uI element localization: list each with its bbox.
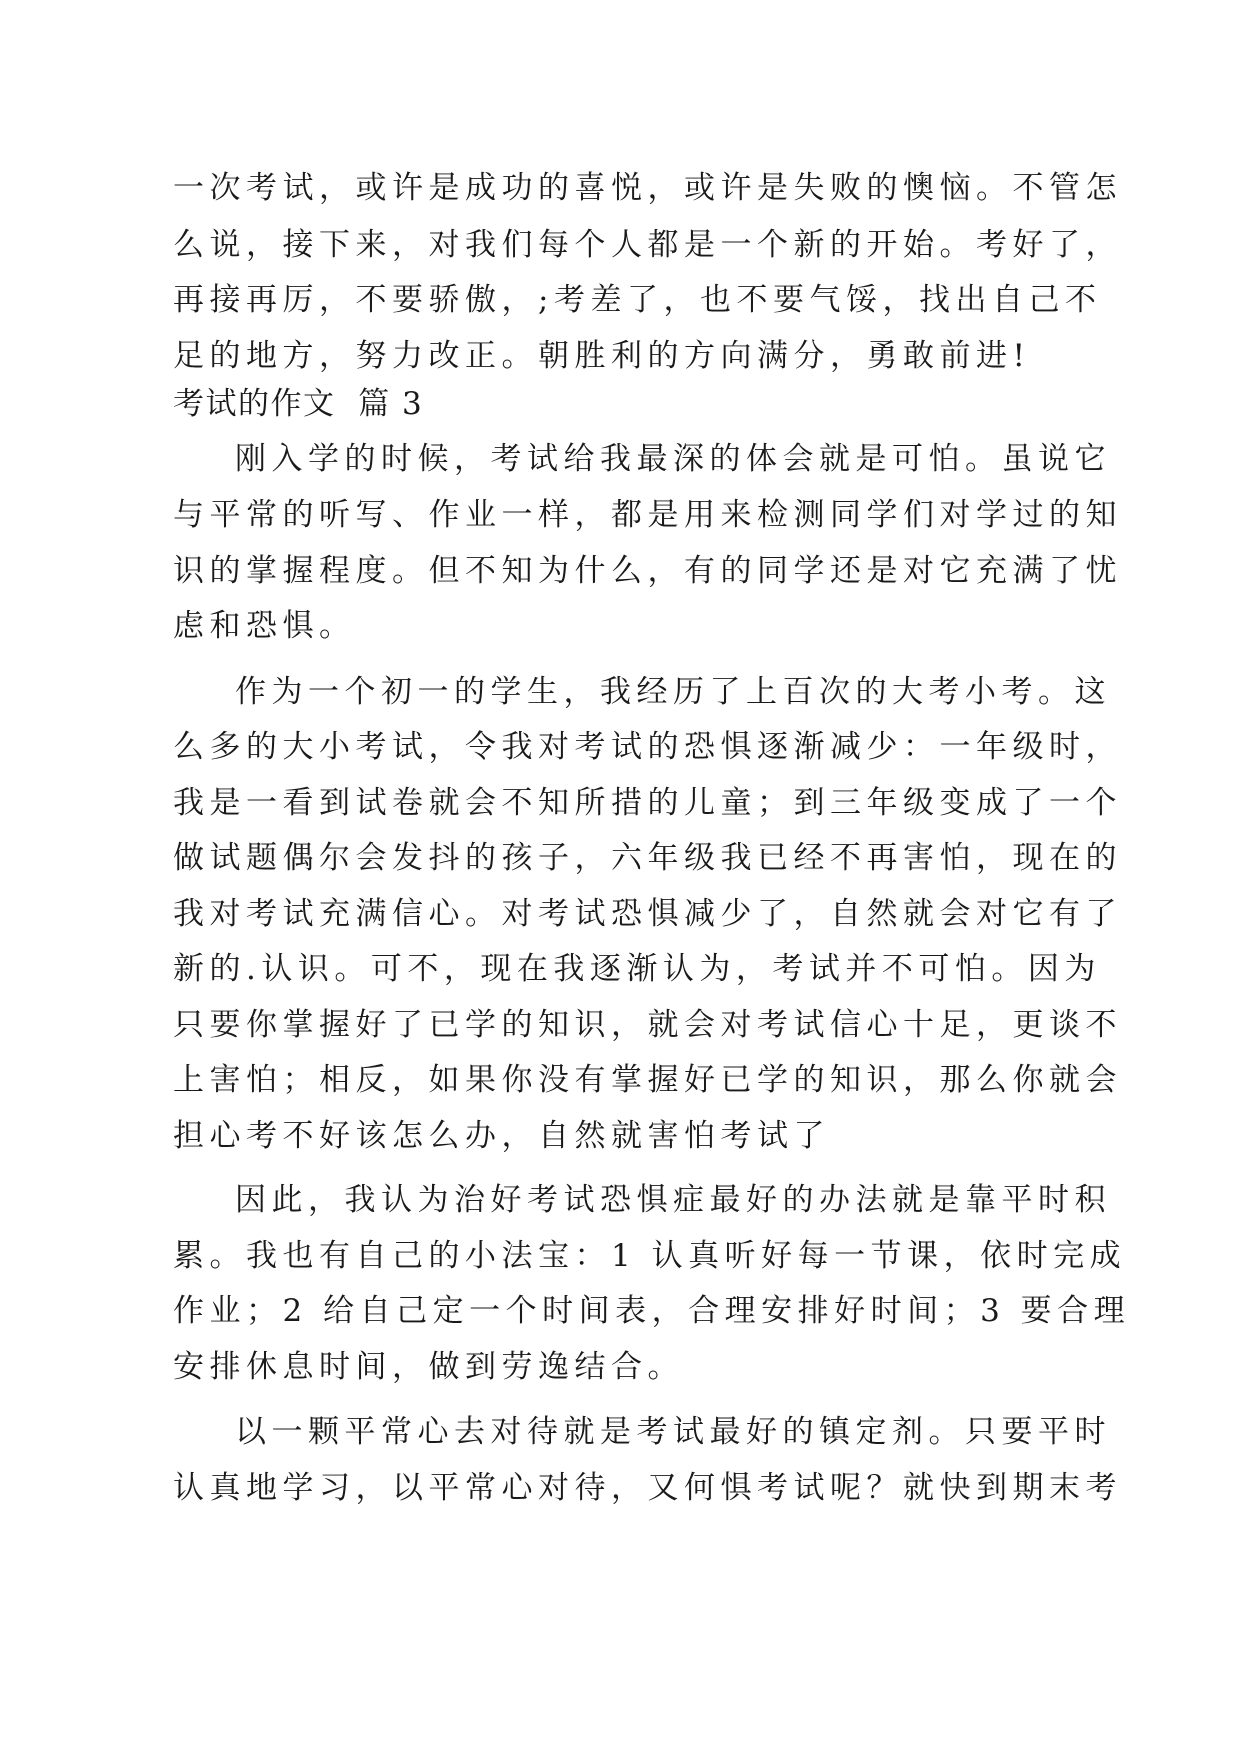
text-line (173, 1283, 1130, 1339)
text-line (173, 830, 1122, 886)
text-line (173, 1339, 684, 1395)
text-line (173, 487, 1122, 543)
text-line-content: 以一颗平常心去对待就是考试最好的镇定剂。只要平时 (235, 1414, 1111, 1450)
text-line-content: 认真地学习，以平常心对待，又何惧考试呢？就快到期末考 (173, 1470, 1122, 1506)
text-line-content: 再接再厉，不要骄傲，;考差了，也不要气馁，找出自己不 (173, 282, 1102, 318)
text-line (173, 160, 1122, 216)
text-line-content: 作为一个初一的学生，我经历了上百次的大考小考。这 (235, 674, 1111, 710)
text-line (173, 719, 1122, 775)
text-line-content: 么说，接下来，对我们每个人都是一个新的开始。考好了， (173, 227, 1122, 263)
text-line-content: 因此，我认为治好考试恐惧症最好的办法就是靠平时积 (235, 1182, 1111, 1218)
text-line (235, 664, 1111, 720)
text-line (173, 217, 1122, 273)
text-line-content: 上害怕；相反，如果你没有掌握好已学的知识，那么你就会 (173, 1062, 1122, 1098)
text-line-content: 虑和恐惧。 (173, 608, 356, 644)
text-line-content: 新的.认识。可不，现在我逐渐认为，考试并不可怕。因为 (173, 951, 1101, 987)
text-line (173, 775, 1122, 831)
text-line-content: 做试题偶尔会发抖的孩子，六年级我已经不再害怕，现在的 (173, 840, 1122, 876)
text-line (173, 543, 1122, 599)
text-line-content: 安排休息时间，做到劳逸结合。 (173, 1349, 684, 1385)
text-line (235, 431, 1111, 487)
text-line-content: 累。我也有自己的小法宝：1 认真听好每一节课，依时完成 (173, 1238, 1127, 1274)
text-line-content: 刚入学的时候，考试给我最深的体会就是可怕。虽说它 (235, 441, 1111, 477)
text-line (173, 941, 1101, 997)
text-line-content: 与平常的听写、作业一样，都是用来检测同学们对学过的知 (173, 497, 1122, 533)
text-line-content: 识的掌握程度。但不知为什么，有的同学还是对它充满了忧 (173, 553, 1122, 589)
text-line-content: 作业；2 给自己定一个时间表，合理安排好时间；3 要合理 (173, 1293, 1131, 1329)
text-line-content: 一次考试，或许是成功的喜悦，或许是失败的懊恼。不管怎 (173, 170, 1122, 206)
text-line-content: 担心考不好该怎么办，自然就害怕考试了 (173, 1118, 830, 1154)
text-line (173, 1460, 1122, 1516)
text-line (173, 1108, 830, 1164)
text-line-content: 足的地方，努力改正。朝胜利的方向满分，勇敢前进! (173, 338, 1031, 374)
text-line-content: 只要你掌握好了已学的知识，就会对考试信心十足，更谈不 (173, 1007, 1122, 1043)
text-line (173, 1052, 1122, 1108)
text-line (173, 1228, 1126, 1284)
text-line-content: 我是一看到试卷就会不知所措的儿童；到三年级变成了一个 (173, 785, 1122, 821)
text-line (235, 1172, 1111, 1228)
text-line (173, 598, 356, 654)
section-heading (173, 376, 423, 432)
text-line-content: 我对考试充满信心。对考试恐惧减少了，自然就会对它有了 (173, 896, 1122, 932)
text-line (173, 886, 1122, 942)
text-line-content: 么多的大小考试，令我对考试的恐惧逐渐减少：一年级时， (173, 729, 1122, 765)
text-line (173, 272, 1101, 328)
text-line (235, 1404, 1111, 1460)
text-line (173, 997, 1122, 1053)
section-heading-text: 考试的作文 篇 3 (173, 386, 424, 422)
